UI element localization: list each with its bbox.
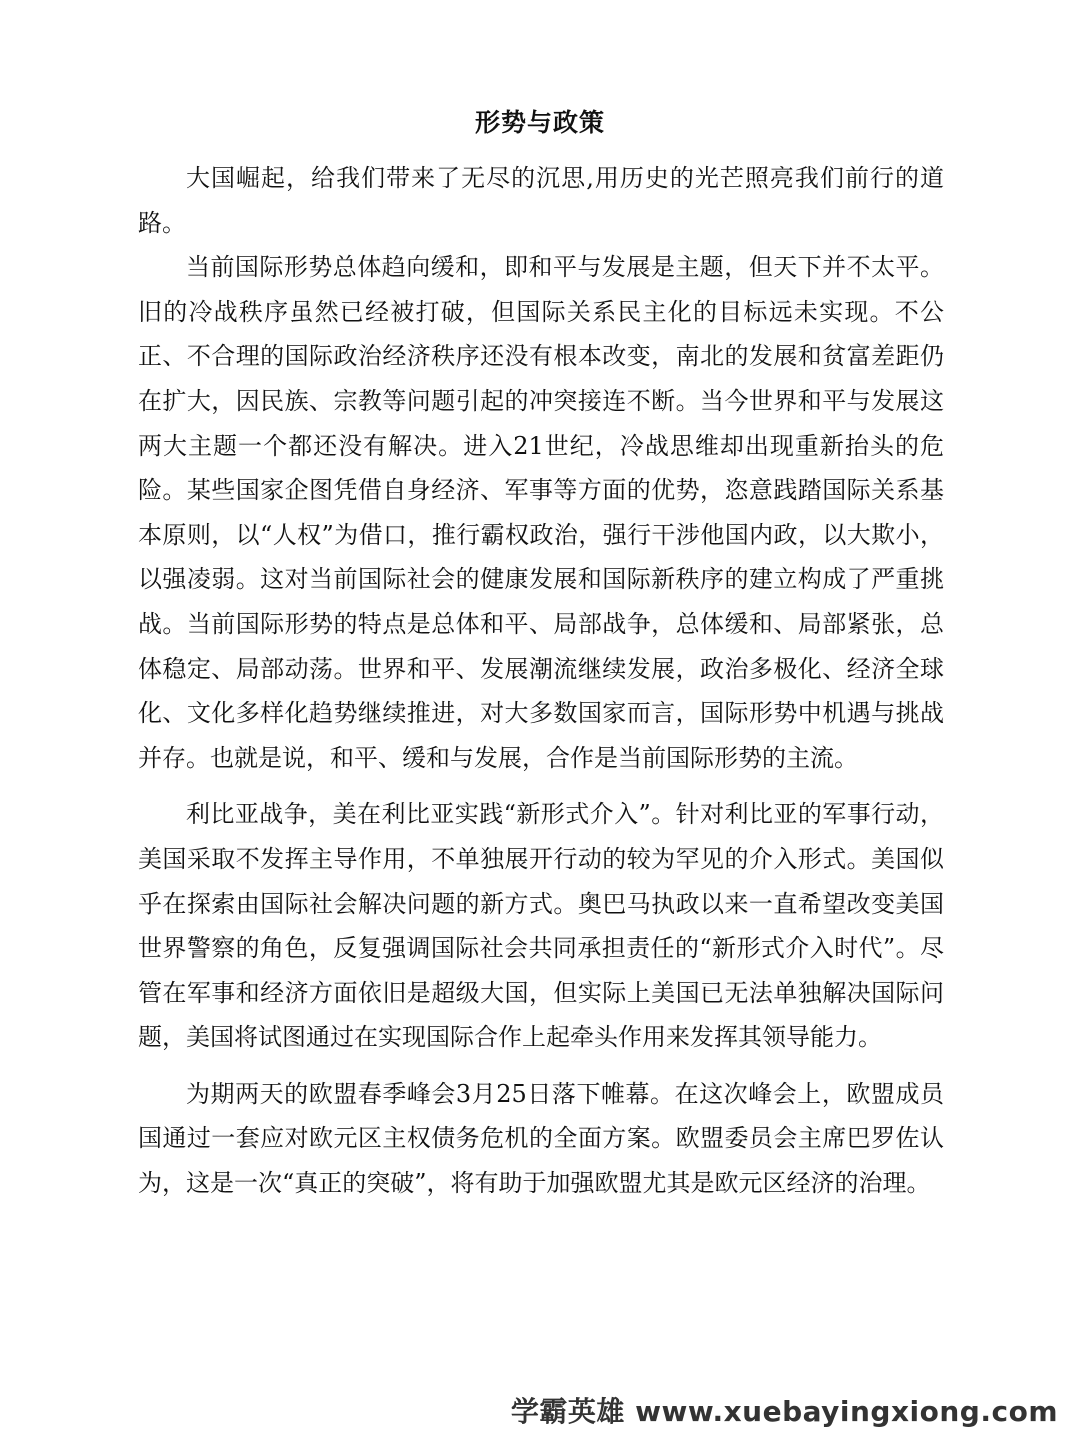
site-watermark: 学霸英雄 www.xuebayingxiong.com (510, 1395, 1058, 1428)
paragraph-international-situation: 当前国际形势总体趋向缓和，即和平与发展是主题，但天下并不太平。旧的冷战秩序虽然已经被打破，但国际关系民主化的目标远未实现。不公正、不合理的国际政治经济秩序还没有根本改变，南北的发展和贫富差距仍在扩大，因民族、宗教等问题引起的冲突接连不断。当今世界和平与发展这两大主题一个都还没有解决。进入21世纪，冷战思维却出现重新抬头的危险。某些国家企图凭借自身经济、军事等方面的优势，恣意践踏国际关系基本原则，以“人权”为借口，推行霸权政治，强行干涉他国内政，以大欺小，以强凌弱。这对当前国际社会的健康发展和国际新秩序的建立构成了严重挑战。当前国际形势的特点是总体和平、局部战争，总体缓和、局部紧张，总体稳定、局部动荡。世界和平、发展潮流继续发展，政治多极化、经济全球化、文化多样化趋势继续推进，对大多数国家而言，国际形势中机遇与挑战并存。也就是说，和平、缓和与发展，合作是当前国际形势的主流。 (138, 253, 944, 772)
paragraph-intro: 大国崛起，给我们带来了无尽的沉思,用历史的光芒照亮我们前行的道路。 (138, 164, 944, 237)
document-body (138, 156, 944, 1206)
paragraph-eu-summit: 为期两天的欧盟春季峰会3月25日落下帷幕。在这次峰会上，欧盟成员国通过一套应对欧元区主权债务危机的全面方案。欧盟委员会主席巴罗佐认为，这是一次“真正的突破”，将有助于加强欧盟尤其是欧元区经济的治理。 (138, 1079, 944, 1198)
document-title: 形势与政策 (474, 108, 605, 137)
paragraph-libya-war: 利比亚战争，美在利比亚实践“新形式介入”。针对利比亚的军事行动，美国采取不发挥主导作用，不单独展开行动的较为罕见的介入形式。美国似乎在探索由国际社会解决问题的新方式。奥巴马执政以来一直希望改变美国世界警察的角色，反复强调国际社会共同承担责任的“新形式介入时代”。尽管在军事和经济方面依旧是超级大国，但实际上美国已无法单独解决国际问题，美国将试图通过在实现国际合作上起牵头作用来发挥其领导能力。 (138, 800, 944, 1052)
